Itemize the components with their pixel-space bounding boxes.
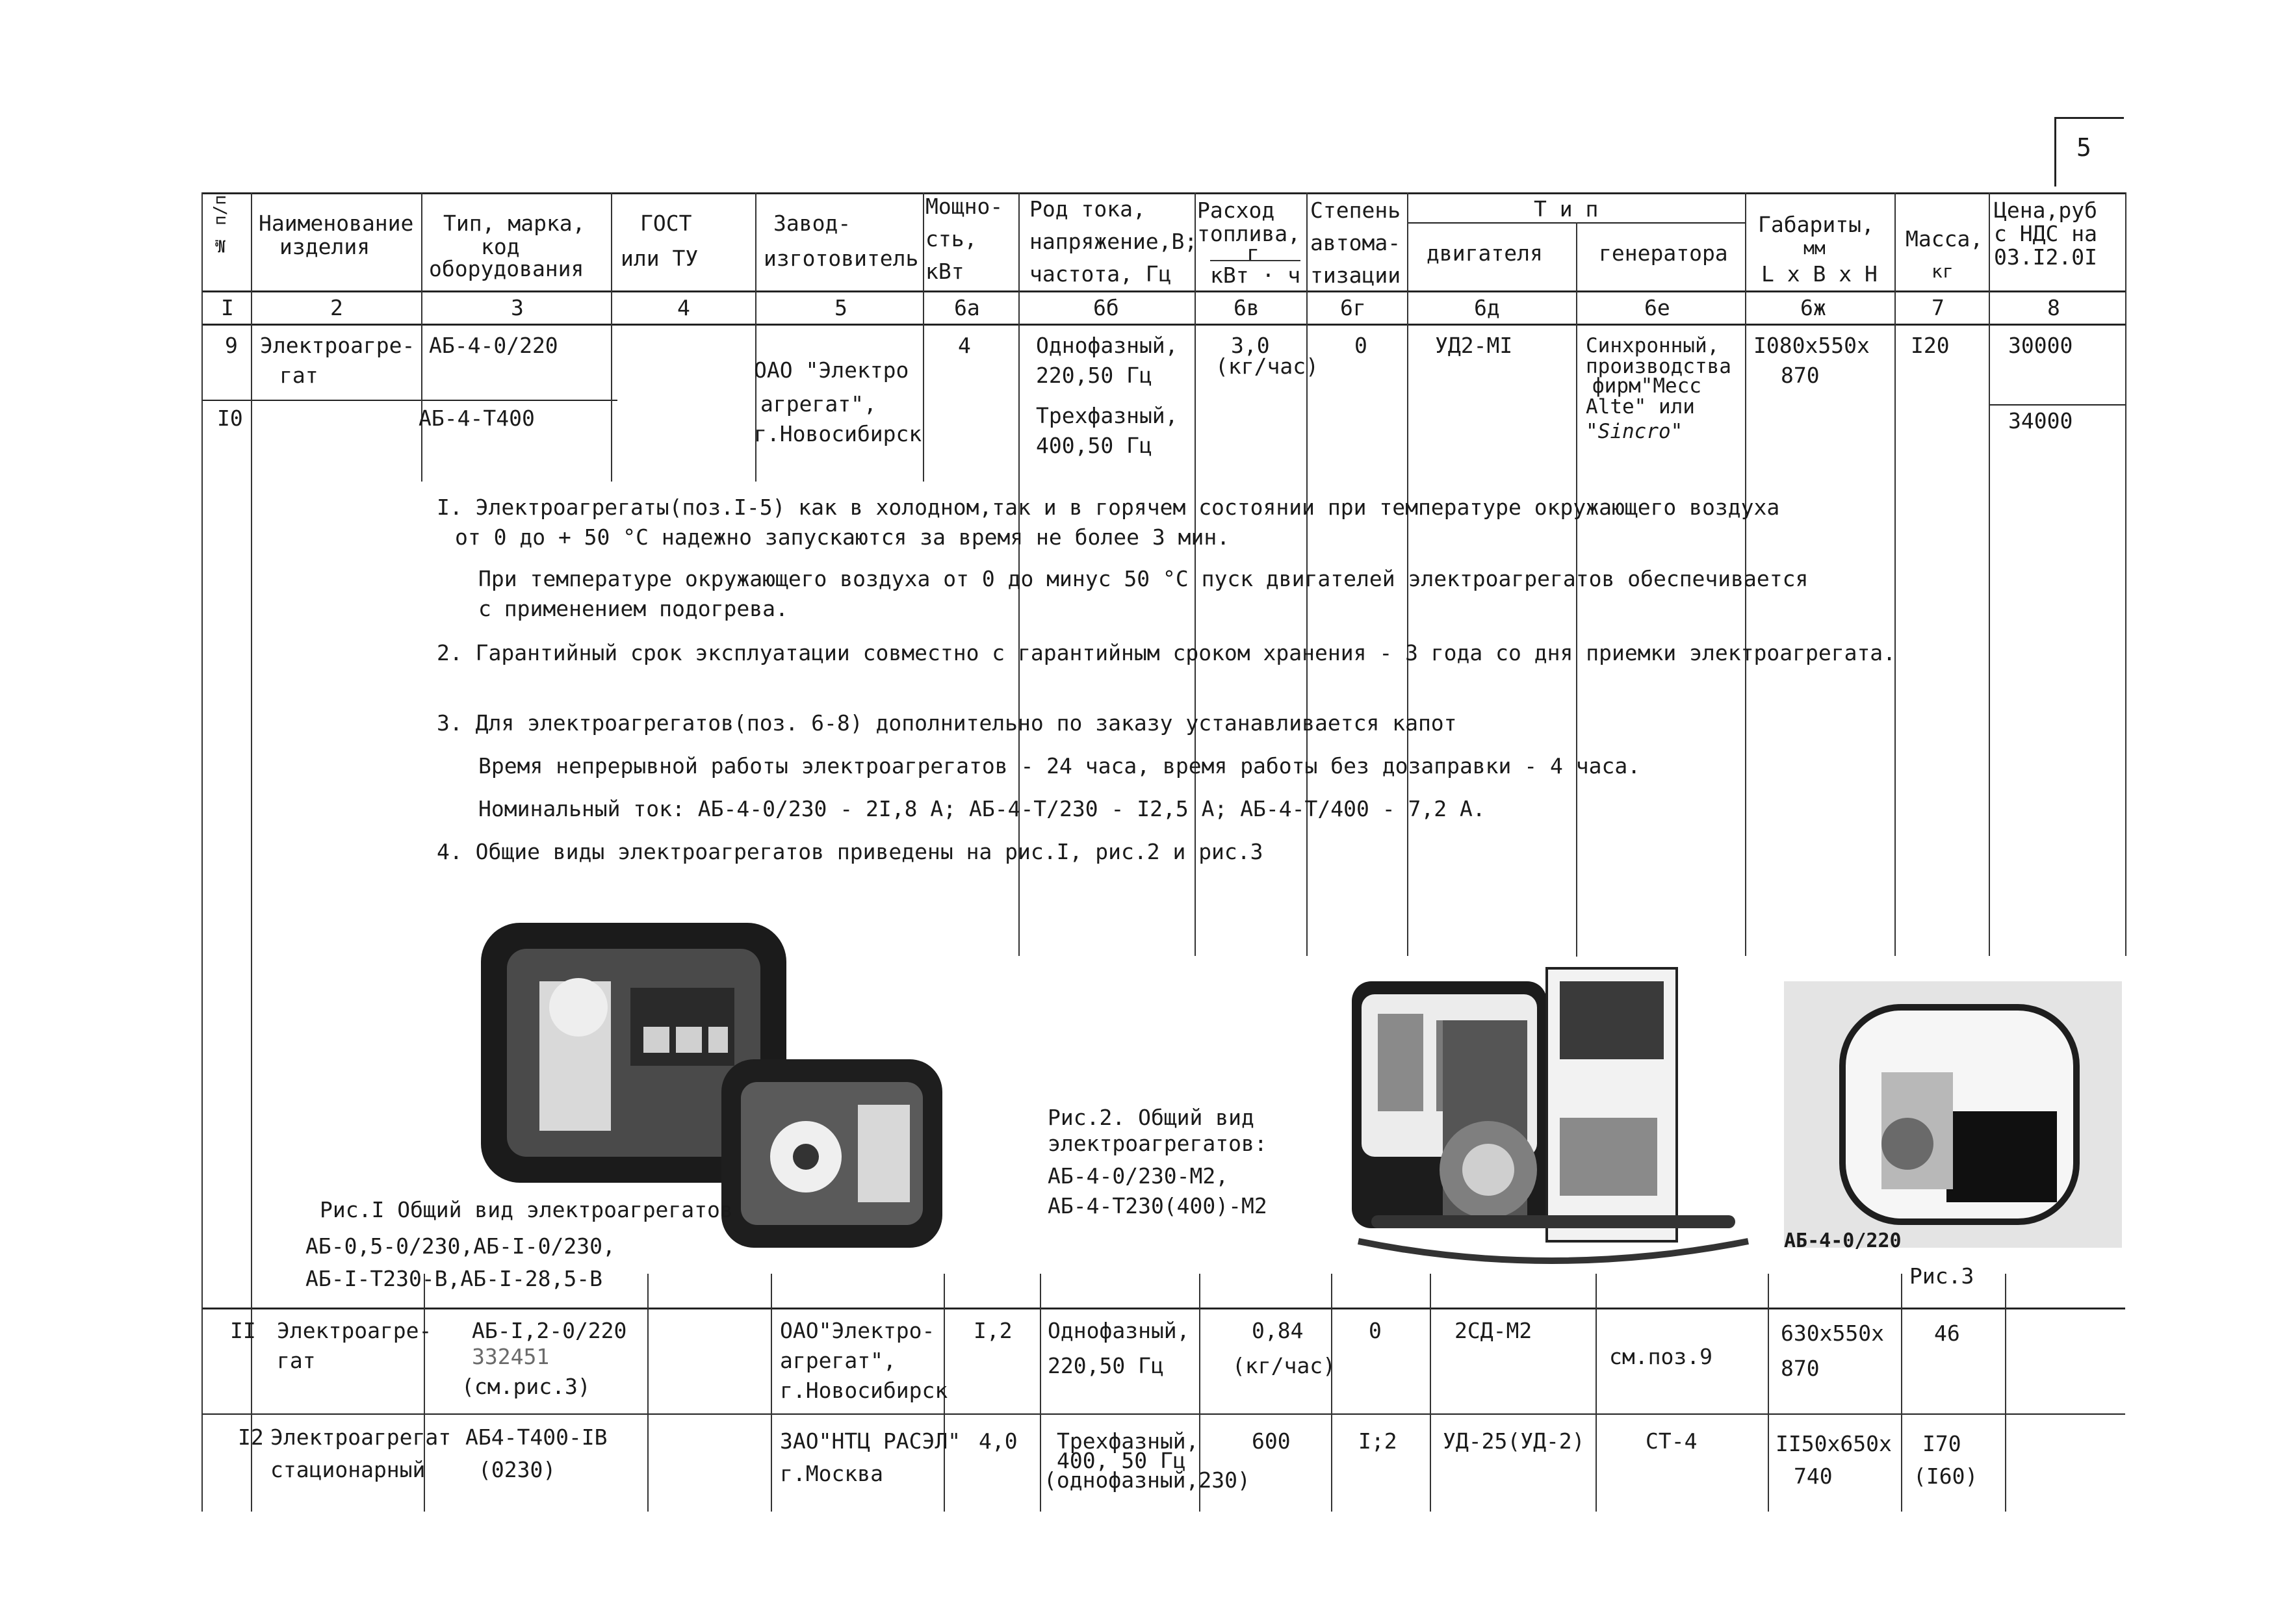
row11-model-2: 332451 bbox=[472, 1344, 550, 1369]
row12-model-2: (0230) bbox=[478, 1457, 556, 1482]
row10-current-2: 400,50 Гц bbox=[1036, 433, 1152, 458]
row10-price: 34000 bbox=[2008, 408, 2073, 433]
header-current-2: напряжение,В; bbox=[1029, 229, 1198, 254]
row9-gen-1: Синхронный, bbox=[1586, 334, 1720, 357]
row10-model: АБ-4-Т400 bbox=[419, 406, 535, 431]
row12-name-2: стационарный bbox=[270, 1457, 426, 1482]
col-line bbox=[1894, 192, 1896, 956]
header-maker-1: Завод- bbox=[773, 211, 851, 236]
header-gost-2: или ТУ bbox=[621, 246, 699, 271]
row11-gen: см.поз.9 bbox=[1609, 1344, 1712, 1369]
row12-current-3: (однофазный,230) bbox=[1044, 1467, 1250, 1493]
header-auto-3: тизации bbox=[1310, 263, 1401, 288]
header-power-3: кВт bbox=[925, 259, 964, 284]
row12-current-1: Трехфазный, bbox=[1057, 1428, 1199, 1454]
row11-auto: 0 bbox=[1369, 1318, 1382, 1343]
row9-maker-3: г.Новосибирск bbox=[754, 421, 922, 446]
note-1-para-cont: с применением подогрева. bbox=[478, 596, 788, 621]
photo-generator-3 bbox=[1784, 981, 2122, 1248]
row9-fuel-1: 3,0 bbox=[1231, 333, 1270, 358]
row11-model-3: (см.рис.3) bbox=[461, 1374, 591, 1399]
header-price-2: с НДС на bbox=[1994, 221, 2097, 246]
row9-model: АБ-4-0/220 bbox=[429, 333, 558, 358]
col-line bbox=[201, 192, 203, 1512]
fig2-caption-4: АБ-4-Т230(400)-М2 bbox=[1048, 1193, 1267, 1218]
row11-engine: 2СД-М2 bbox=[1454, 1318, 1532, 1343]
row11-maker-3: г.Новосибирск bbox=[780, 1378, 948, 1403]
row11-top-rule bbox=[201, 1308, 2125, 1309]
row9-maker-1: ОАО "Электро bbox=[754, 357, 909, 383]
row12-dims-1: II50x650x bbox=[1776, 1431, 1892, 1456]
col-line bbox=[1331, 1274, 1332, 1512]
row12-auto: I;2 bbox=[1358, 1428, 1397, 1454]
row11-num: II bbox=[230, 1318, 256, 1343]
note-1-cont: от 0 до + 50 °С надежно запускаются за время не более 3 мин. bbox=[455, 524, 1230, 550]
row12-name-1: Электроагрегат bbox=[270, 1424, 452, 1450]
col-line bbox=[2005, 1274, 2006, 1512]
note-3: 3. Для электроагрегатов(поз. 6-8) дополнительно по заказу устанавливается капот bbox=[437, 710, 1457, 736]
col-line bbox=[771, 1274, 772, 1512]
fig3-label: АБ-4-0/220 bbox=[1784, 1230, 1902, 1252]
page-number: 5 bbox=[2076, 133, 2091, 162]
col-number: 3 bbox=[511, 295, 524, 320]
col-number: I bbox=[221, 295, 234, 320]
header-power-1: Мощно- bbox=[925, 194, 1003, 219]
row12-dims-2: 740 bbox=[1794, 1463, 1833, 1489]
col-line bbox=[1901, 1274, 1902, 1512]
row12-gen: СТ-4 bbox=[1646, 1428, 1698, 1454]
row11-dims-1: 630x550x bbox=[1781, 1321, 1884, 1346]
header-dims-3: L x B x H bbox=[1761, 261, 1878, 287]
header-name-2: изделия bbox=[279, 234, 370, 259]
row12-mass-2: (I60) bbox=[1913, 1463, 1978, 1489]
header-gost-1: ГОСТ bbox=[640, 211, 692, 236]
row9-name-2: гат bbox=[279, 363, 318, 388]
row9-price: 30000 bbox=[2008, 333, 2073, 358]
col-number: 6е bbox=[1644, 295, 1670, 320]
header-mass-1: Масса, bbox=[1906, 226, 1983, 251]
col-number: 7 bbox=[1932, 295, 1945, 320]
header-name-1: Наименование bbox=[259, 211, 414, 236]
row10-num: I0 bbox=[217, 406, 243, 431]
header-power-2: сть, bbox=[925, 226, 977, 251]
header-fuel-1: Расход bbox=[1197, 198, 1275, 223]
row11-name-2: гат bbox=[277, 1348, 316, 1373]
col-line bbox=[1768, 1274, 1769, 1512]
row9-gen-5: "Sincro" bbox=[1586, 420, 1683, 443]
row9-name-1: Электроагре- bbox=[260, 333, 415, 358]
col-number: 2 bbox=[330, 295, 343, 320]
note-1: I. Электроагрегаты(поз.I-5) как в холодном,так и в горячем состоянии при температуре окружающего воздуха bbox=[437, 495, 1780, 520]
col-number: 6д bbox=[1474, 295, 1500, 320]
note-1-para: При температуре окружающего воздуха от 0 до минус 50 °С пуск двигателей электроагрегатов обеспечивается bbox=[478, 566, 1809, 591]
col-number: 4 bbox=[677, 295, 690, 320]
header-current-3: частота, Гц bbox=[1029, 261, 1172, 287]
row9-gen-2: производства bbox=[1586, 355, 1731, 378]
row12-maker-1: ЗАО"НТЦ РАСЭЛ" bbox=[780, 1428, 961, 1454]
row11-mass: 46 bbox=[1934, 1321, 1960, 1346]
col-line bbox=[251, 192, 252, 1512]
header-price-3: 03.I2.0I bbox=[1994, 244, 2097, 270]
row12-power: 4,0 bbox=[979, 1428, 1018, 1454]
col-line bbox=[1430, 1274, 1431, 1512]
row9-divider bbox=[201, 400, 617, 401]
col-number: 6г bbox=[1340, 295, 1366, 320]
row12-model-1: АБ4-Т400-IВ bbox=[465, 1424, 608, 1450]
row11-current-1: Однофазный, bbox=[1048, 1318, 1190, 1343]
note-4: 4. Общие виды электроагрегатов приведены на рис.I, рис.2 и рис.3 bbox=[437, 839, 1263, 864]
fig1-caption-1: Рис.I Общий вид электроагрегатов bbox=[320, 1197, 733, 1222]
row12-maker-2: г.Москва bbox=[780, 1461, 883, 1486]
header-price-1: Цена,руб bbox=[1994, 198, 2097, 223]
row11-current-2: 220,50 Гц bbox=[1048, 1353, 1164, 1378]
row9-fuel-2: (кг/час) bbox=[1215, 354, 1319, 379]
col-line bbox=[611, 192, 612, 482]
fig2-caption-3: АБ-4-0/230-М2, bbox=[1048, 1163, 1229, 1189]
header-fuel-3: г bbox=[1247, 240, 1260, 266]
row9-num: 9 bbox=[225, 333, 238, 358]
fig3-caption: Рис.3 bbox=[1909, 1263, 1974, 1289]
header-dims-1: Габариты, bbox=[1758, 212, 1874, 237]
row12-fuel: 600 bbox=[1252, 1428, 1291, 1454]
numbering-bottom-rule bbox=[201, 324, 2125, 326]
row9-auto: 0 bbox=[1354, 333, 1367, 358]
header-num: № п/п bbox=[211, 195, 230, 255]
row9-current-1: Однофазный, bbox=[1036, 333, 1178, 358]
row9-mass: I20 bbox=[1911, 333, 1950, 358]
fig1-caption-3: АБ-I-Т230-В,АБ-I-28,5-В bbox=[305, 1266, 602, 1291]
row11-maker-2: агрегат", bbox=[780, 1348, 896, 1373]
row12-current-2: 400, 50 Гц bbox=[1057, 1448, 1186, 1473]
header-auto-1: Степень bbox=[1310, 198, 1401, 223]
col-number: 6в bbox=[1234, 295, 1260, 320]
fig2-caption-2: электроагрегатов: bbox=[1048, 1131, 1267, 1156]
header-model-1: Тип, марка, bbox=[443, 211, 586, 236]
row10-current-1: Трехфазный, bbox=[1036, 403, 1178, 428]
row12-num: I2 bbox=[238, 1424, 264, 1450]
row11-maker-1: ОАО"Электро- bbox=[780, 1318, 935, 1343]
note-3-current: Номинальный ток: АБ-4-0/230 - 2I,8 А; АБ-4-Т/230 - I2,5 А; АБ-4-Т/400 - 7,2 А. bbox=[478, 796, 1486, 821]
row12-engine: УД-25(УД-2) bbox=[1443, 1428, 1585, 1454]
col-line bbox=[421, 192, 422, 482]
row11-fuel-1: 0,84 bbox=[1252, 1318, 1304, 1343]
row9-current-2: 220,50 Гц bbox=[1036, 363, 1152, 388]
row9-gen-3: фирм"Месс bbox=[1592, 374, 1701, 398]
header-fuel-2: топлива, bbox=[1197, 221, 1300, 246]
table-top-rule bbox=[201, 192, 2125, 194]
header-mass-2: кг bbox=[1932, 261, 1954, 282]
header-engine: двигателя bbox=[1427, 240, 1543, 266]
row9-engine: УД2-МI bbox=[1435, 333, 1513, 358]
photo-generator-2 bbox=[1345, 955, 1755, 1274]
col-line bbox=[1596, 1274, 1597, 1512]
col-line bbox=[1040, 1274, 1041, 1512]
header-bottom-rule bbox=[201, 290, 2125, 292]
note-3-work: Время непрерывной работы электроагрегатов - 24 часа, время работы без дозаправки - 4 часа. bbox=[478, 753, 1641, 779]
row9-dims-2: 870 bbox=[1781, 363, 1820, 388]
row12-top-rule bbox=[201, 1413, 2125, 1415]
col-line bbox=[1989, 192, 1990, 956]
row9-maker-2: агрегат", bbox=[760, 391, 877, 417]
col-number: 6б bbox=[1093, 295, 1119, 320]
row11-name-1: Электроагре- bbox=[277, 1318, 432, 1343]
note-2: 2. Гарантийный срок эксплуатации совместно с гарантийным сроком хранения - 3 года со дня приемки электроагрегата. bbox=[437, 640, 1896, 665]
row9-price-divider bbox=[1989, 404, 2125, 406]
col-number: 5 bbox=[834, 295, 847, 320]
header-model-3: оборудования bbox=[429, 256, 584, 281]
row9-gen-4: Alte" или bbox=[1586, 395, 1695, 419]
header-auto-2: автома- bbox=[1310, 230, 1401, 255]
col-number: 6а bbox=[954, 295, 980, 320]
header-fuel-4: кВт · ч bbox=[1210, 260, 1300, 290]
col-number: 8 bbox=[2047, 295, 2060, 320]
header-model-2: код bbox=[481, 234, 520, 259]
row11-model-1: АБ-I,2-0/220 bbox=[472, 1318, 627, 1343]
row11-dims-2: 870 bbox=[1781, 1356, 1820, 1381]
row9-dims-1: I080x550x bbox=[1753, 333, 1870, 358]
header-current-1: Род тока, bbox=[1029, 196, 1146, 222]
col-line bbox=[923, 192, 924, 482]
header-type: Т и п bbox=[1534, 196, 1599, 222]
header-dims-2: мм bbox=[1803, 237, 1826, 259]
col-line bbox=[647, 1274, 649, 1512]
fig1-caption-2: АБ-0,5-0/230,АБ-I-0/230, bbox=[305, 1233, 615, 1259]
header-generator: генератора bbox=[1599, 240, 1728, 266]
col-number: 6ж bbox=[1800, 295, 1826, 320]
row11-power: I,2 bbox=[974, 1318, 1013, 1343]
col-line bbox=[2125, 192, 2126, 956]
row11-fuel-2: (кг/час) bbox=[1232, 1353, 1336, 1378]
header-maker-2: изготовитель bbox=[764, 246, 919, 271]
row12-mass-1: I70 bbox=[1922, 1431, 1961, 1456]
fig2-caption-1: Рис.2. Общий вид bbox=[1048, 1105, 1254, 1130]
row9-power: 4 bbox=[958, 333, 971, 358]
